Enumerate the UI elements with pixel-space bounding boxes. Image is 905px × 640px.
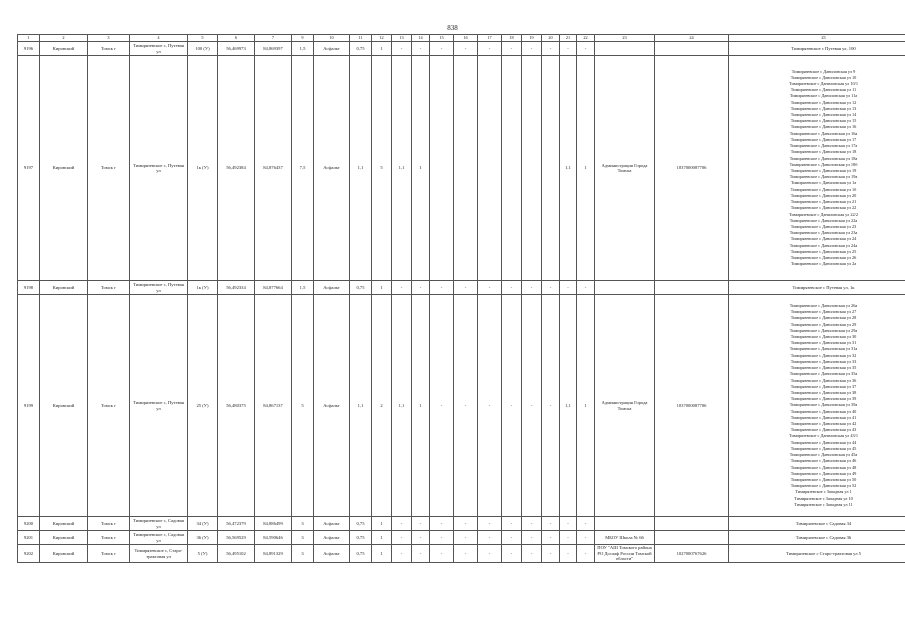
table-cell: 0,75 xyxy=(350,42,372,56)
table-cell: ПОУ "АШ Томского района РО Досааф России Томской области" xyxy=(595,545,655,563)
address-line: Тимирязевское с Даниловская ул 44 xyxy=(790,439,857,445)
header-cell: 21 xyxy=(560,35,577,42)
table-cell: - xyxy=(577,42,595,56)
table-cell: - xyxy=(542,545,560,563)
table-cell: 1 xyxy=(412,295,430,517)
table-cell: 2 xyxy=(372,295,392,517)
table-cell: - xyxy=(392,517,412,531)
table-cell: 84,891329 xyxy=(255,545,292,563)
address-line: Тимирязевское с Даниловская ул 17 xyxy=(790,136,857,142)
table-cell: - xyxy=(522,281,542,295)
header-cell: 6 xyxy=(218,35,255,42)
address-line: Тимирязевское с Даниловская ул 20 xyxy=(790,192,857,198)
table-cell: Томск г xyxy=(88,531,130,545)
table-cell: 84,886499 xyxy=(255,517,292,531)
address-line: Тимирязевское с Даниловская ул 31 xyxy=(790,340,857,346)
table-cell: Томск г xyxy=(88,545,130,563)
table-cell: - xyxy=(454,531,478,545)
table-cell: - xyxy=(577,545,595,563)
header-cell: 25 xyxy=(729,35,905,42)
table-cell: 1 xyxy=(372,281,392,295)
table-cell: - xyxy=(542,295,560,517)
table-cell: - xyxy=(412,517,430,531)
table-cell: - xyxy=(430,42,454,56)
table-cell: 0,75 xyxy=(350,545,372,563)
table-cell xyxy=(655,531,729,545)
table-cell: - xyxy=(478,531,502,545)
table-cell: 56,492384 xyxy=(218,56,255,281)
table-cell: - xyxy=(577,281,595,295)
table-cell: - xyxy=(478,281,502,295)
address-line: Тимирязевское с Даниловская ул 13 xyxy=(790,105,857,111)
address-line: Тимирязевское с Даниловская ул 9 xyxy=(791,68,856,74)
table-cell: 1 xyxy=(372,531,392,545)
address-line: Тимирязевское с Даниловская ул 32 xyxy=(790,352,857,358)
address-line: Тимирязевское с Даниловская ул 42 xyxy=(790,421,857,427)
address-line: Тимирязевское с Даниловская ул 31а xyxy=(789,346,858,352)
table-cell: 56,469973 xyxy=(218,42,255,56)
address-line: Тимирязевское с Даниловская ул 41 xyxy=(790,414,857,420)
address-line: Тимирязевское с Даниловская ул 16 xyxy=(790,124,857,130)
table-cell: Кировский xyxy=(40,56,88,281)
table-cell: Томск г xyxy=(88,56,130,281)
address-line: Тимирязевское с Даниловская ул 18 xyxy=(790,149,857,155)
registry-table xyxy=(17,34,905,563)
table-cell: Тимирязевское с Путевая ул, 100 xyxy=(729,42,905,56)
page-number: 838 xyxy=(447,24,458,32)
table-row xyxy=(18,517,905,531)
table-cell: 84,876437 xyxy=(255,56,292,281)
table-cell: 0,75 xyxy=(350,531,372,545)
table-cell xyxy=(655,42,729,56)
header-cell: 19 xyxy=(522,35,542,42)
table-cell: 34 (У) xyxy=(188,517,218,531)
table-cell: 1,1 xyxy=(560,56,577,281)
table-cell: Тимирязевское с, Садовая ул xyxy=(130,531,188,545)
table-cell: 9197 xyxy=(18,56,40,281)
table-cell: 0,75 xyxy=(350,281,372,295)
table-cell: 9198 xyxy=(18,281,40,295)
address-line: Тимирязевское с Даниловская ул 23а xyxy=(789,230,858,236)
address-line: Тимирязевское с Даниловская ул 19 xyxy=(790,168,857,173)
table-cell: Кировский xyxy=(40,545,88,563)
table-cell: 9200 xyxy=(18,517,40,531)
table-cell: 1 xyxy=(577,56,595,281)
address-line: Тимирязевское с Даниловская ул 22/2 xyxy=(789,211,858,217)
table-cell: Асфальт xyxy=(314,42,350,56)
table-cell: Тимирязевское с, Путевая ул xyxy=(130,281,188,295)
address-line: Тимирязевское с Даниловская ул 16а xyxy=(789,130,858,136)
address-line: Тимирязевское с Даниловская ул 36 xyxy=(790,377,857,383)
address-list xyxy=(729,56,905,281)
address-line: Тимирязевское с Даниловская ул 52 xyxy=(790,483,857,489)
header-cell: 18 xyxy=(502,35,522,42)
address-line: Тимирязевское с Даниловская ул 45 xyxy=(790,445,857,451)
table-cell: 56,480375 xyxy=(218,295,255,517)
address-line: Тимирязевское с Даниловская ул 38 xyxy=(790,389,857,395)
address-line: Тимирязевское с Даниловская ул 24 xyxy=(790,236,857,242)
address-line: Тимирязевское с Даниловская ул 29 xyxy=(790,321,857,327)
table-cell: 5 xyxy=(372,56,392,281)
table-cell: Тимирязевское с, Путевая ул xyxy=(130,56,188,281)
address-line: Тимирязевское с Даниловская ул 43 xyxy=(790,427,857,433)
table-cell xyxy=(595,42,655,56)
table-cell: 36 (У) xyxy=(188,531,218,545)
table-row xyxy=(18,56,905,281)
table-cell: - xyxy=(502,531,522,545)
table-cell: 1 xyxy=(372,42,392,56)
address-line: Тимирязевское с Даниловская ул 50 xyxy=(790,477,857,483)
table-cell: 100 (У) xyxy=(188,42,218,56)
table-cell: Асфальт xyxy=(314,545,350,563)
table-cell: 1,5 xyxy=(292,281,314,295)
table-cell xyxy=(502,56,522,281)
header-cell: 4 xyxy=(130,35,188,42)
table-cell: - xyxy=(577,517,595,531)
header-cell: 5 xyxy=(188,35,218,42)
table-cell: - xyxy=(454,295,478,517)
address-line: Тимирязевское с Даниловская ул 43/1 xyxy=(789,433,858,439)
address-line: Тимирязевское с Даниловская ул 39а xyxy=(789,402,858,408)
table-cell: 84,869397 xyxy=(255,42,292,56)
table-cell: - xyxy=(454,281,478,295)
address-line: Тимирязевское с Даниловская ул 27 xyxy=(790,309,857,315)
table-cell: Кировский xyxy=(40,517,88,531)
table-cell: - xyxy=(502,545,522,563)
table-cell: 84,867137 xyxy=(255,295,292,517)
table-cell: 3 xyxy=(292,545,314,563)
table-cell: Асфальт xyxy=(314,531,350,545)
header-cell: 13 xyxy=(392,35,412,42)
address-line: Тимирязевское с Даниловская ул 17а xyxy=(789,143,858,149)
table-cell: 9202 xyxy=(18,545,40,563)
address-line: Тимирязевское с Даниловская ул 10 xyxy=(790,74,857,80)
address-line: Тимирязевское с Даниловская ул 22 xyxy=(790,205,857,211)
table-cell: Томск г xyxy=(88,517,130,531)
table-cell: 1к (У) xyxy=(188,56,218,281)
table-cell: - xyxy=(502,517,522,531)
table-cell: - xyxy=(542,42,560,56)
table-cell: 5 (У) xyxy=(188,545,218,563)
address-line: Тимирязевское с Даниловская ул 30 xyxy=(790,333,857,339)
table-cell: - xyxy=(577,531,595,545)
table-cell: Асфальт xyxy=(314,295,350,517)
table-cell: - xyxy=(560,531,577,545)
address-line: Тимирязевское с Даниловская ул 26а xyxy=(789,302,858,308)
table-cell: 1,1 xyxy=(350,56,372,281)
address-line: Тимирязевское с Даниловская ул 25 xyxy=(790,248,857,254)
table-cell: 1 xyxy=(577,295,595,517)
table-cell: 7,5 xyxy=(292,56,314,281)
address-list xyxy=(729,295,905,517)
table-cell: - xyxy=(542,281,560,295)
table-row xyxy=(18,295,905,517)
table-cell: Кировский xyxy=(40,281,88,295)
address-line: Тимирязевское с Даниловская ул 11 xyxy=(790,87,857,93)
header-cell: 1 xyxy=(18,35,40,42)
table-cell: Тимирязевское с, Путевая ул xyxy=(130,42,188,56)
table-cell: - xyxy=(560,281,577,295)
table-cell: - xyxy=(560,517,577,531)
table-cell: 1,1 xyxy=(392,56,412,281)
table-cell: 9196 xyxy=(18,42,40,56)
address-line: Тимирязевское с Даниловская ул 45а xyxy=(789,452,858,458)
table-cell xyxy=(655,517,729,531)
address-line: Тимирязевское с Даниловская ул 1б xyxy=(790,186,857,192)
header-cell: 24 xyxy=(655,35,729,42)
table-cell: 1к (У) xyxy=(188,281,218,295)
table-cell: - xyxy=(502,281,522,295)
table-cell: - xyxy=(392,42,412,56)
address-line: Тимирязевское с Даниловская ул 1а xyxy=(790,180,857,186)
header-cell: 14 xyxy=(412,35,430,42)
table-cell: 84,590646 xyxy=(255,531,292,545)
header-cell: 23 xyxy=(595,35,655,42)
header-cell: 12 xyxy=(372,35,392,42)
table-cell: - xyxy=(478,42,502,56)
table-cell: Тимирязевское с Путевая ул, 1к xyxy=(729,281,905,295)
table-cell: 56,569529 xyxy=(218,531,255,545)
table-cell: - xyxy=(430,295,454,517)
address-line: Тимирязевское с Даниловская ул 19а xyxy=(789,174,858,180)
table-cell: Администрация Города Томска xyxy=(595,295,655,517)
table-cell: 9199 xyxy=(18,295,40,517)
address-line: Тимирязевское с Даниловская ул 29а xyxy=(789,327,858,333)
table-cell: - xyxy=(454,517,478,531)
table-cell: 1037000087706 xyxy=(655,56,729,281)
address-line: Тимирязевское с Даниловская ул 15 xyxy=(790,118,857,124)
table-cell: 1 xyxy=(412,56,430,281)
table-cell: - xyxy=(542,517,560,531)
address-line: Тимирязевское с Западная ул 11 xyxy=(794,501,853,507)
table-cell: Тимирязевское с, Садовая ул xyxy=(130,517,188,531)
table-cell: - xyxy=(522,545,542,563)
address-line: Тимирязевское с Даниловская ул 12 xyxy=(790,99,857,105)
table-cell: 3 xyxy=(292,517,314,531)
header-cell: 10 xyxy=(314,35,350,42)
address-line: Тимирязевское с Даниловская ул 18а xyxy=(789,155,858,161)
table-cell xyxy=(430,56,454,281)
table-cell: 1027000767626 xyxy=(655,545,729,563)
address-line: Тимирязевское с Даниловская ул 11а xyxy=(789,93,858,99)
header-cell: 11 xyxy=(350,35,372,42)
table-cell xyxy=(542,56,560,281)
table-cell xyxy=(454,56,478,281)
header-row xyxy=(18,35,905,42)
table-cell: - xyxy=(560,545,577,563)
table-cell: 0,75 xyxy=(350,517,372,531)
table-cell: 1 xyxy=(372,545,392,563)
table-cell: - xyxy=(392,545,412,563)
header-cell: 15 xyxy=(430,35,454,42)
table-cell: 1,1 xyxy=(350,295,372,517)
table-cell: - xyxy=(412,531,430,545)
table-cell: Томск г xyxy=(88,42,130,56)
table-cell xyxy=(595,517,655,531)
table-cell: - xyxy=(502,295,522,517)
header-cell: 2 xyxy=(40,35,88,42)
header-cell: 22 xyxy=(577,35,595,42)
table-cell: Томск г xyxy=(88,281,130,295)
address-line: Тимирязевское с Даниловская ул 10/1 xyxy=(789,80,858,86)
table-cell: - xyxy=(560,42,577,56)
table-cell: - xyxy=(478,517,502,531)
table-cell: 1,1 xyxy=(392,295,412,517)
table-cell: Администрация Города Томска xyxy=(595,56,655,281)
table-cell: 9201 xyxy=(18,531,40,545)
table-cell: Асфальт xyxy=(314,517,350,531)
table-cell: Кировский xyxy=(40,531,88,545)
address-line: Тимирязевское с Западная ул 1 xyxy=(795,489,852,495)
table-cell: - xyxy=(412,281,430,295)
table-cell: - xyxy=(430,545,454,563)
header-cell: 16 xyxy=(454,35,478,42)
table-cell: 5 xyxy=(292,295,314,517)
table-row xyxy=(18,531,905,545)
table-cell: Тимирязевское с, Старо-трактовая ул xyxy=(130,545,188,563)
table-cell: - xyxy=(392,531,412,545)
table-cell: Томск г xyxy=(88,295,130,517)
table-cell: 3 xyxy=(292,531,314,545)
table-cell xyxy=(478,56,502,281)
table-cell: - xyxy=(502,42,522,56)
table-cell: Тимирязевское с Старо-трактовая ул 5 xyxy=(729,545,905,563)
address-line: Тимирязевское с Даниловская ул 21 xyxy=(790,199,857,205)
address-line: Тимирязевское с Даниловская ул 23 xyxy=(790,223,857,229)
table-cell: 56,472379 xyxy=(218,517,255,531)
address-line: Тимирязевское с Даниловская ул 33 xyxy=(790,358,857,364)
table-cell: 25 (У) xyxy=(188,295,218,517)
address-line: Тимирязевское с Даниловская ул 49 xyxy=(790,470,857,476)
address-line: Тимирязевское с Западная ул 10 xyxy=(794,495,853,501)
address-line: Тимирязевское с Даниловская ул 48 xyxy=(790,464,857,470)
table-row xyxy=(18,281,905,295)
table-cell: - xyxy=(542,531,560,545)
table-row xyxy=(18,545,905,563)
table-cell: - xyxy=(430,517,454,531)
table-cell: Асфальт xyxy=(314,56,350,281)
address-line: Тимирязевское с Даниловская ул 26 xyxy=(790,255,857,261)
table-cell: Тимирязевское с, Путевая ул xyxy=(130,295,188,517)
table-cell: - xyxy=(522,42,542,56)
table-cell xyxy=(595,281,655,295)
table-cell: 1 xyxy=(372,517,392,531)
table-cell: Кировский xyxy=(40,295,88,517)
table-cell: - xyxy=(412,545,430,563)
table-cell: Кировский xyxy=(40,42,88,56)
address-line: Тимирязевское с Даниловская ул 35а xyxy=(789,371,858,377)
address-line: Тимирязевское с Даниловская ул 28 xyxy=(790,315,857,321)
table-cell: - xyxy=(430,531,454,545)
table-cell xyxy=(522,56,542,281)
header-cell: 3 xyxy=(88,35,130,42)
table-cell: Тимирязевское с Садовая 36 xyxy=(729,531,905,545)
table-cell xyxy=(655,281,729,295)
address-line: Тимирязевское с Даниловская ул 2а xyxy=(790,261,857,267)
address-line: Тимирязевское с Даниловская ул 35 xyxy=(790,365,857,371)
header-cell: 9 xyxy=(292,35,314,42)
table-row xyxy=(18,42,905,56)
table-cell: - xyxy=(454,42,478,56)
table-cell: 1,5 xyxy=(292,42,314,56)
header-cell: 17 xyxy=(478,35,502,42)
header-cell: 20 xyxy=(542,35,560,42)
address-line: Тимирязевское с Даниловская ул 18б xyxy=(789,161,858,167)
table-cell: - xyxy=(430,281,454,295)
table-cell: - xyxy=(478,295,502,517)
table-cell: - xyxy=(412,42,430,56)
table-cell: 56,495102 xyxy=(218,545,255,563)
table-cell: Асфальт xyxy=(314,281,350,295)
address-line: Тимирязевское с Даниловская ул 22а xyxy=(789,217,858,223)
table-cell: Тимирязевское с Садовая 34 xyxy=(729,517,905,531)
address-line: Тимирязевское с Даниловская ул 40 xyxy=(790,408,857,414)
address-line: Тимирязевское с Даниловская ул 46 xyxy=(790,458,857,464)
table-cell: 56,492334 xyxy=(218,281,255,295)
table-cell: - xyxy=(522,517,542,531)
address-line: Тимирязевское с Даниловская ул 24а xyxy=(789,242,858,248)
table-cell: - xyxy=(522,295,542,517)
header-cell: 7 xyxy=(255,35,292,42)
address-line: Тимирязевское с Даниловская ул 39 xyxy=(790,396,857,402)
table-cell: - xyxy=(478,545,502,563)
table-cell: 1,1 xyxy=(560,295,577,517)
table-cell: - xyxy=(454,545,478,563)
address-line: Тимирязевское с Даниловская ул 14 xyxy=(790,112,857,118)
table-cell: - xyxy=(522,531,542,545)
table-cell: - xyxy=(392,281,412,295)
table-cell: МБОУ Школа № 66 xyxy=(595,531,655,545)
address-line: Тимирязевское с Даниловская ул 37 xyxy=(790,383,857,389)
table-cell: 84,877664 xyxy=(255,281,292,295)
table-cell: 1037000087706 xyxy=(655,295,729,517)
